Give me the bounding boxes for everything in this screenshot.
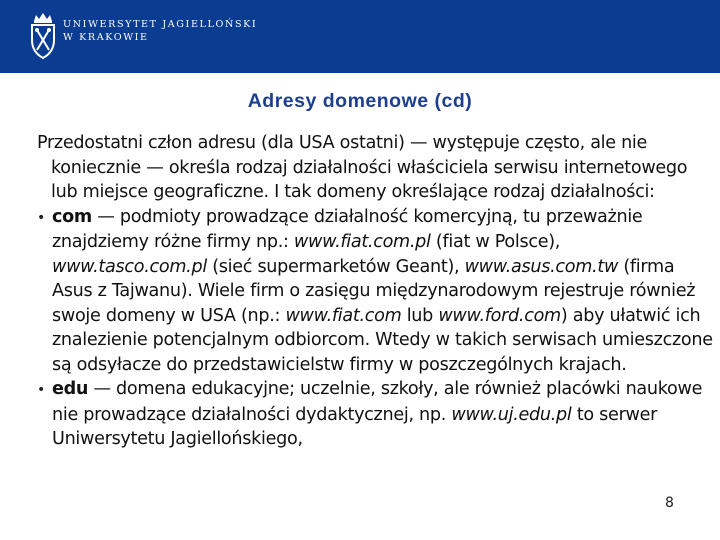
- university-crest-icon: [28, 12, 58, 60]
- example-link: www.ford.com: [438, 305, 561, 326]
- university-name-line1: UNIWERSYTET JAGIELLOŃSKI: [63, 19, 258, 30]
- bullet-text: lub: [401, 305, 439, 326]
- university-name: [63, 18, 257, 44]
- bullet-text: — podmioty prowadzące działalność komercyjną, tu przeważnie znajdziemy różne firmy np.:: [52, 206, 643, 252]
- bullet-term: edu: [52, 379, 89, 399]
- intro-paragraph: Przedostatni człon adresu (dla USA ostatni) — występuje często, ale nie koniecznie — określa rodzaj działalności właściciela serwisu internetowego lub miejsce geograficzne. I tak domeny określające rodzaj działalności:: [37, 133, 688, 202]
- bullet-text: (fiat w Polsce),: [430, 232, 561, 252]
- example-link: www.fiat.com: [285, 305, 402, 326]
- example-link: www.uj.edu.pl: [451, 404, 572, 425]
- bullet-text: — domena edukacyjne; uczelnie, szkoły, ale również placówki naukowe nie prowadzące działalności dydaktycznej, np.: [52, 379, 703, 425]
- university-name-line2: W KRAKOWIE: [63, 32, 149, 43]
- example-link: www.fiat.com.pl: [293, 232, 431, 252]
- bullet-text: (sieć supermarketów Geant),: [206, 256, 465, 277]
- page-number: 8: [665, 495, 674, 511]
- slide-title: Adresy domenowe (cd): [247, 90, 473, 112]
- bullet-text: (firma Asus z Tajwanu). Wiele firm o zasięgu międzynarodowym rejestruje również swoje domeny w USA (np.:: [52, 256, 696, 326]
- header-bar: [0, 0, 720, 73]
- bullet-com: [37, 205, 717, 378]
- bullet-icon: •: [37, 209, 45, 226]
- bullet-icon: •: [37, 382, 45, 398]
- example-link: www.tasco.com.pl: [52, 256, 207, 277]
- bullet-text: ) aby ułatwić ich znalezienie potencjalnym odbiorcom. Wtedy w takich serwisach umieszczone są odsyłacze do przedstawicielstw firmy w poszczególnych krajach.: [52, 305, 713, 375]
- bullet-text: to serwer Uniwersytetu Jagiellońskiego,: [52, 404, 658, 449]
- example-link: www.asus.com.tw: [464, 256, 619, 277]
- bullet-term: com: [52, 206, 92, 227]
- bullet-edu: [37, 377, 717, 452]
- slide-body: [37, 131, 717, 452]
